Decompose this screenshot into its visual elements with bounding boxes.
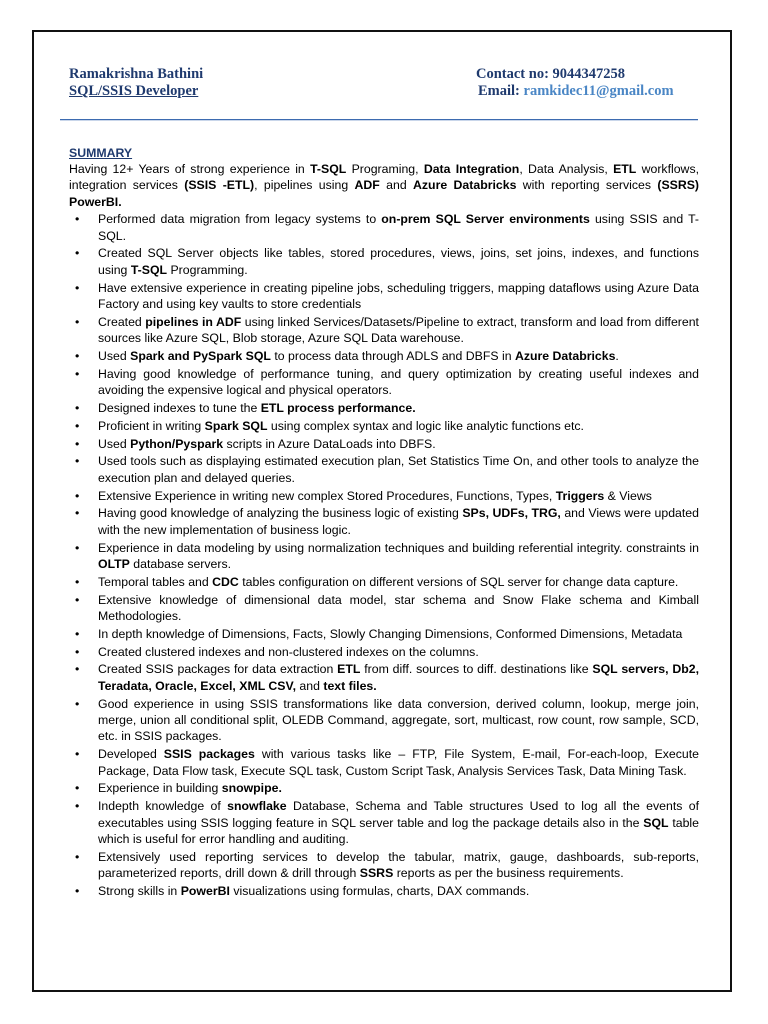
- summary-bullet: [69, 780, 699, 796]
- text-run: Having good knowledge of performance tuning, and query optimization by creating useful indexes and avoiding the expensive logical and physical operators.: [98, 366, 699, 398]
- summary-bullet: [69, 540, 699, 573]
- text-run: Strong skills in: [98, 884, 181, 899]
- text-run: to process data through ADLS and DBFS in: [270, 349, 515, 364]
- text-run: Having good knowledge of analyzing the business logic of existing: [98, 506, 463, 521]
- bold-text: ETL process performance.: [260, 401, 416, 416]
- summary-bullet: [69, 644, 699, 660]
- text-run: Designed indexes to tune the: [98, 401, 261, 416]
- bold-text: snowpipe.: [221, 781, 282, 796]
- bullet-icon: •: [75, 849, 80, 864]
- bold-text: pipelines in ADF: [145, 314, 242, 329]
- text-run: with various tasks like – FTP, File System, E-mail, For-each-loop, Execute Package, Data Flow task, Execute SQL task, Custom Script Task, Analysis Services Task, Data Mining Task.: [98, 747, 700, 778]
- bold-text: SPs, UDFs, TRG,: [462, 506, 561, 521]
- bold-text: Azure Databricks: [514, 349, 616, 364]
- summary-bullet: [69, 211, 699, 244]
- summary-bullet-list: [69, 211, 699, 899]
- text-run: Proficient in writing: [98, 418, 205, 433]
- bold-text: Python/Pyspark: [130, 436, 224, 451]
- bold-text: Spark SQL: [204, 418, 268, 433]
- text-run: Extensive Experience in writing new complex Stored Procedures, Functions, Types,: [98, 488, 556, 503]
- summary-bullet: [69, 400, 699, 416]
- bullet-icon: •: [75, 314, 80, 329]
- summary-bullet: [69, 505, 699, 538]
- bold-text: T-SQL: [130, 262, 168, 277]
- text-run: Created: [98, 314, 146, 329]
- bold-text: snowflake: [227, 799, 287, 814]
- contact-label: Contact no:: [476, 66, 553, 82]
- text-run: workflows, integration services: [69, 162, 700, 193]
- text-run: tables configuration on different versions of SQL server for change data capture.: [238, 574, 679, 589]
- bold-text: SSRS: [359, 866, 394, 881]
- summary-bullet: [69, 453, 699, 486]
- summary-bullet: [69, 746, 699, 779]
- text-run: Developed: [98, 747, 164, 762]
- text-run: Created SSIS packages for data extraction: [98, 662, 338, 677]
- candidate-name: Ramakrishna Bathini: [69, 66, 204, 82]
- bullet-icon: •: [75, 696, 80, 711]
- bold-text: SSIS packages: [163, 747, 255, 762]
- text-run: and: [296, 678, 324, 693]
- email-line: [478, 83, 674, 100]
- bold-text: T-SQL: [310, 162, 347, 176]
- text-run: Extensive knowledge of dimensional data model, star schema and Snow Flake schema and Kimball Methodologies.: [98, 592, 699, 624]
- summary-bullet: [69, 418, 699, 434]
- text-run: , Data Analysis,: [519, 162, 614, 176]
- text-run: Database, Schema and Table structures Used to log all the events of executables using SSIS logging feature in SQL server table and log the package details also in the: [98, 799, 699, 830]
- bullet-icon: •: [75, 280, 80, 295]
- bullet-icon: •: [75, 592, 80, 607]
- summary-bullet: [69, 436, 699, 452]
- summary-bullet: [69, 798, 699, 847]
- bold-text: SQL: [643, 815, 669, 830]
- candidate-title: SQL/SSIS Developer: [69, 83, 199, 99]
- text-run: Created clustered indexes and non-clustered indexes on the columns.: [98, 644, 479, 659]
- summary-bullet: [69, 696, 699, 745]
- bold-text: Data Integration: [423, 162, 520, 176]
- bullet-icon: •: [75, 349, 80, 364]
- bold-text: (SSIS -ETL): [184, 178, 255, 193]
- text-run: reports as per the business requirements.: [393, 866, 624, 881]
- text-run: Extensively used reporting services to develop the tabular, matrix, gauge, dashboards, sub-reports, parameterized reports, drill down & drill through: [98, 849, 699, 881]
- bold-text: ETL: [337, 662, 361, 677]
- text-run: database servers.: [129, 557, 232, 572]
- text-run: & Views: [604, 488, 652, 503]
- bold-text: SQL servers, Db2, Teradata, Oracle, Excel, XML CSV,: [98, 662, 700, 693]
- bullet-icon: •: [75, 246, 80, 261]
- text-run: Programing,: [346, 162, 424, 176]
- bold-text: Azure Databricks: [413, 178, 517, 193]
- bullet-icon: •: [75, 212, 80, 227]
- text-run: Experience in building: [98, 781, 222, 796]
- bold-text: OLTP: [98, 557, 130, 572]
- bold-text: (SSRS) PowerBI.: [69, 178, 700, 209]
- bullet-icon: •: [75, 366, 80, 381]
- bold-text: text files.: [323, 678, 377, 693]
- summary-heading: SUMMARY: [69, 146, 133, 160]
- summary-bullet: [69, 245, 699, 278]
- summary-bullet: [69, 661, 699, 694]
- bullet-icon: •: [75, 436, 80, 451]
- text-run: Created SQL Server objects like tables, stored procedures, views, joins, set joins, indexes, and functions using: [98, 246, 699, 277]
- bold-text: ETL: [613, 162, 637, 176]
- bold-text: ADF: [354, 178, 380, 193]
- text-run: with reporting services: [516, 178, 658, 193]
- contact-line: [476, 66, 625, 83]
- bold-text: PowerBI: [180, 884, 230, 899]
- text-run: , pipelines using: [254, 178, 355, 193]
- bullet-icon: •: [75, 644, 80, 659]
- text-run: using complex syntax and logic like analytic functions etc.: [267, 418, 584, 433]
- text-run: scripts in Azure DataLoads into DBFS.: [223, 436, 436, 451]
- summary-bullet: [69, 314, 699, 347]
- text-run: Indepth knowledge of: [98, 799, 228, 814]
- bullet-icon: •: [75, 540, 80, 555]
- text-run: from diff. sources to diff. destinations like: [360, 662, 593, 677]
- summary-bullet: [69, 488, 699, 504]
- text-run: .: [615, 349, 619, 364]
- text-run: Good experience in using SSIS transformations like data conversion, derived column, lookup, merge join, merge, union all conditional split, OLEDB Command, aggregate, sort, multicast, row count, row sample, SCD, etc. in SSIS packages.: [98, 696, 699, 744]
- text-run: visualizations using formulas, charts, DAX commands.: [229, 884, 530, 899]
- bullet-icon: •: [75, 884, 80, 899]
- text-run: Programming.: [167, 262, 248, 277]
- bullet-icon: •: [75, 574, 80, 589]
- text-run: Temporal tables and: [98, 574, 213, 589]
- text-run: Used: [98, 436, 131, 451]
- bold-text: CDC: [212, 574, 239, 589]
- email-link[interactable]: ramkidec11@gmail.com: [523, 83, 674, 99]
- text-run: and: [379, 178, 414, 193]
- text-run: Used tools such as displaying estimated execution plan, Set Statistics Time On, and other tools to analyze the execution plan and delayed queries.: [98, 454, 699, 485]
- bullet-icon: •: [75, 626, 80, 641]
- summary-bullet: [69, 366, 699, 399]
- bold-text: on-prem SQL Server environments: [381, 212, 590, 227]
- bullet-icon: •: [75, 506, 80, 521]
- bullet-icon: •: [75, 418, 80, 433]
- text-run: Used: [98, 349, 131, 364]
- bullet-icon: •: [75, 401, 80, 416]
- bullet-icon: •: [75, 454, 80, 469]
- bullet-icon: •: [75, 662, 80, 677]
- email-label: Email:: [478, 83, 524, 99]
- bold-text: Spark and PySpark SQL: [130, 349, 271, 364]
- bullet-icon: •: [75, 781, 80, 796]
- text-run: table which is useful for error handling and auditing.: [98, 815, 699, 847]
- bold-text: Triggers: [555, 488, 605, 503]
- text-run: Experience in data modeling by using normalization techniques and building referential integrity. constraints in: [98, 540, 699, 555]
- summary-bullet: [69, 592, 699, 625]
- header-divider: [60, 119, 698, 120]
- text-run: Performed data migration from legacy systems to: [98, 212, 382, 227]
- summary-bullet: [69, 849, 699, 882]
- summary-section: [69, 145, 699, 901]
- text-run: using SSIS and T-SQL.: [98, 212, 699, 243]
- text-run: Have extensive experience in creating pipeline jobs, scheduling triggers, mapping dataflows using Azure Data Factory and using key vaults to store credentials: [98, 280, 699, 312]
- summary-bullet: [69, 626, 699, 642]
- text-run: using linked Services/Datasets/Pipeline to extract, transform and load from different sources like Azure SQL, Blob storage, Azure SQL Data warehouse.: [98, 314, 699, 346]
- summary-bullet: [69, 348, 699, 364]
- summary-bullet: [69, 883, 699, 899]
- text-run: and Views were updated with the new implementation of business logic.: [98, 506, 699, 537]
- contact-number: 9044347258: [552, 66, 626, 82]
- bullet-icon: •: [75, 799, 80, 814]
- bullet-icon: •: [75, 488, 80, 503]
- text-run: Having 12+ Years of strong experience in: [69, 162, 311, 176]
- summary-bullet: [69, 280, 699, 313]
- summary-intro: [69, 161, 699, 210]
- bullet-icon: •: [75, 747, 80, 762]
- text-run: In depth knowledge of Dimensions, Facts, Slowly Changing Dimensions, Conformed Dimensions, Metadata: [98, 626, 683, 641]
- summary-bullet: [69, 574, 699, 590]
